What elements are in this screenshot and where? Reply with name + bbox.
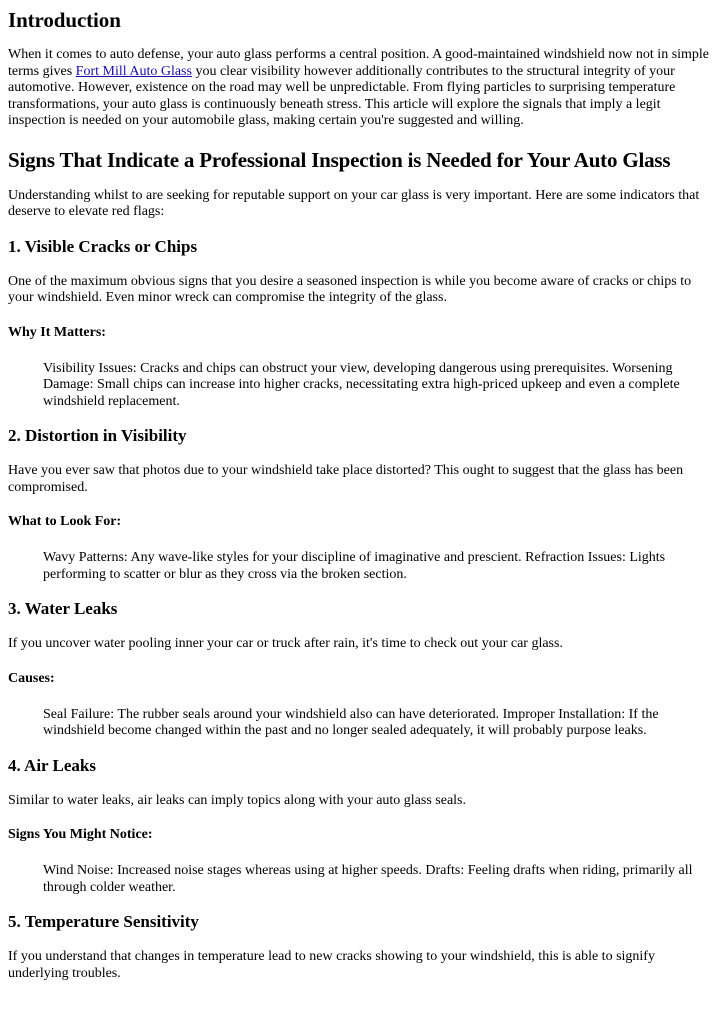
section-2-subheading: What to Look For: — [8, 514, 122, 529]
intro-heading: Introduction — [8, 8, 121, 32]
section-4-detail: Wind Noise: Increased noise stages whereas using at higher speeds. Drafts: Feeling drafts when riding, primarily all through colder weather. — [43, 863, 693, 895]
section-1-body: One of the maximum obvious signs that you desire a seasoned inspection is while you become aware of cracks or chips to your windshield. Even minor wreck can compromise the integrity of the glass. — [8, 273, 692, 305]
fort-mill-auto-glass-link[interactable]: Fort Mill Auto Glass — [75, 63, 192, 79]
section-3-heading: 3. Water Leaks — [8, 599, 118, 618]
section-1-heading: 1. Visible Cracks or Chips — [8, 236, 198, 256]
intro-paragraph — [8, 47, 712, 130]
section-2-detail: Wavy Patterns: Any wave-like styles for your discipline of imaginative and prescient. Refraction Issues: Lights performing to scatter or blur as they cross via the broken section. — [43, 550, 666, 582]
signs-intro: Understanding whilst to are seeking for reputable support on your car glass is very important. Here are some indicators that deserve to elevate red flags: — [8, 187, 700, 219]
section-4-subheading: Signs You Might Notice: — [8, 827, 153, 842]
section-2-heading: 2. Distortion in Visibility — [8, 426, 187, 445]
section-1-detail: Visibility Issues: Cracks and chips can obstruct your view, developing dangerous using prerequisites. Worsening Damage: Small chips can increase into higher cracks, necessitating extra high-priced upkeep and even a complete windshield replacement. — [43, 360, 680, 409]
section-5-heading: 5. Temperature Sensitivity — [8, 912, 199, 931]
section-3-body: If you uncover water pooling inner your car or truck after rain, it's time to check out your car glass. — [8, 636, 563, 651]
section-5-body: If you understand that changes in temperature lead to new cracks showing to your windshield, this is able to signify underlying troubles. — [8, 949, 655, 981]
section-4-heading: 4. Air Leaks — [8, 755, 97, 775]
article — [0, 8, 720, 982]
section-2-body: Have you ever saw that photos due to your windshield take place distorted? This ought to suggest that the glass has been compromised. — [8, 463, 684, 495]
intro-text-after: you clear visibility however additionally contributes to the structural integrity of your automotive. However, existence on the road may well be unpredictable. From flying particles to surprising temperature transformations, your auto glass is continuously beneath stress. This article will explore the signals that imply a legit inspection is needed on your automobile glass, making certain you're suggested and willing. — [8, 63, 676, 128]
signs-heading: Signs That Indicate a Professional Inspection is Needed for Your Auto Glass — [8, 147, 671, 172]
section-3-detail: Seal Failure: The rubber seals around your windshield also can have deteriorated. Improper Installation: If the windshield become changed within the past and no longer sealed adequately, it will probably purpose leaks. — [43, 706, 659, 738]
section-4-body: Similar to water leaks, air leaks can imply topics along with your auto glass seals. — [8, 792, 467, 808]
intro-text-before: When it comes to auto defense, your auto glass performs a central position. A good-maintained windshield now not in simple terms gives — [8, 47, 710, 79]
section-3-subheading: Causes: — [8, 670, 55, 686]
section-1-subheading: Why It Matters: — [8, 324, 106, 340]
